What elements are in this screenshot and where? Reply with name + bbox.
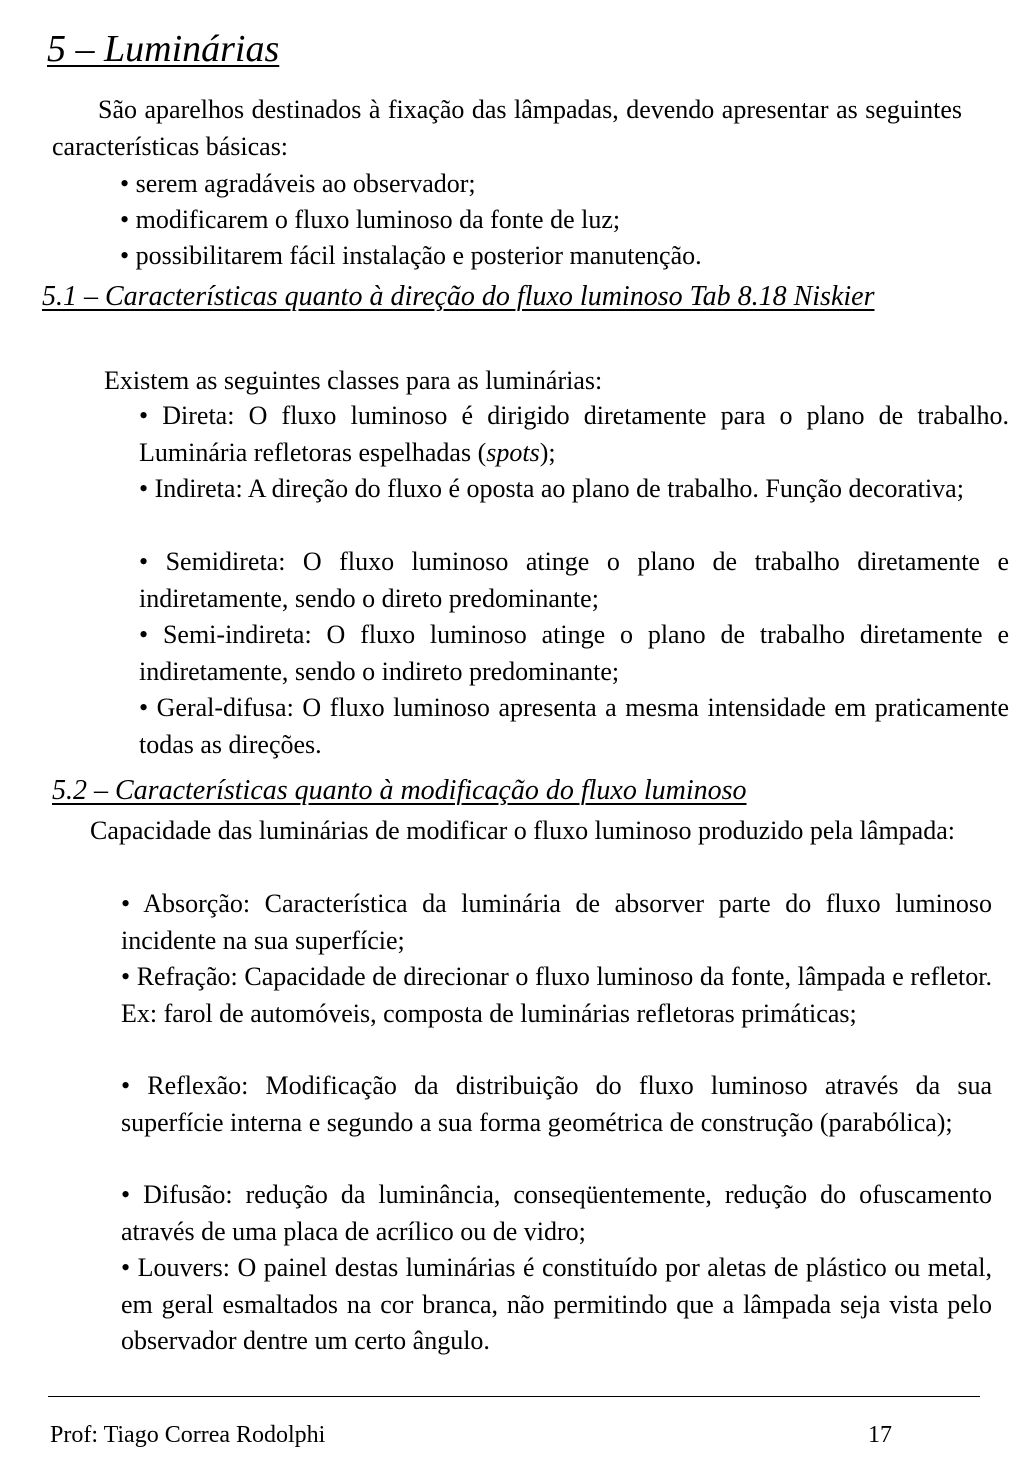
- direction-item-indireta: • Indireta: A direção do fluxo é oposta ao plano de trabalho. Função decorativa;: [139, 474, 964, 503]
- page-title: 5 – Luminárias: [47, 28, 280, 70]
- section-2-lead: Capacidade das luminárias de modificar o fluxo luminoso produzido pela lâmpada:: [90, 816, 955, 845]
- section-heading-5-2: 5.2 – Características quanto à modificação do fluxo luminoso: [52, 775, 747, 806]
- intro-paragraph: São aparelhos destinados à fixação das lâmpadas, devendo apresentar as seguintes características básicas:: [52, 95, 962, 161]
- modification-item-reflexao: • Reflexão: Modificação da distribuição do fluxo luminoso através da sua superfície interna e segundo a sua forma geométrica de construção (parabólica);: [121, 1071, 992, 1137]
- intro-bullet: • possibilitarem fácil instalação e posterior manutenção.: [120, 241, 702, 270]
- section-heading-5-1: 5.1 – Características quanto à direção do fluxo luminoso Tab 8.18 Niskier: [42, 281, 875, 312]
- item-text: • Direta: O fluxo luminoso é dirigido diretamente para o plano de trabalho. Luminária refletoras espelhadas (: [139, 401, 1009, 467]
- section-1-lead: Existem as seguintes classes para as luminárias:: [104, 366, 603, 395]
- direction-item-semidireta: • Semidireta: O fluxo luminoso atinge o plano de trabalho diretamente e indiretamente, sendo o direto predominante;: [139, 547, 1009, 613]
- direction-item-direta: [139, 398, 1009, 471]
- intro-bullet: • modificarem o fluxo luminoso da fonte de luz;: [120, 205, 621, 234]
- modification-item-louvers: • Louvers: O painel destas luminárias é constituído por aletas de plástico ou metal, em geral esmaltados na cor branca, não permitindo que a lâmpada seja vista pelo observador dentre um certo ângulo.: [121, 1253, 992, 1355]
- modification-item-refracao: • Refração: Capacidade de direcionar o fluxo luminoso da fonte, lâmpada e refletor. Ex: farol de automóveis, composta de luminárias refletoras primáticas;: [121, 962, 992, 1028]
- page-number: 17: [868, 1422, 892, 1448]
- footer-author: Prof: Tiago Correa Rodolphi: [50, 1422, 326, 1448]
- item-italic: spots: [486, 437, 540, 467]
- intro-bullet: • serem agradáveis ao observador;: [120, 169, 476, 198]
- direction-item-geral-difusa: • Geral-difusa: O fluxo luminoso apresenta a mesma intensidade em praticamente todas as direções.: [139, 693, 1009, 759]
- item-text: );: [539, 437, 556, 467]
- modification-item-difusao: • Difusão: redução da luminância, conseqüentemente, redução do ofuscamento através de uma placa de acrílico ou de vidro;: [121, 1180, 992, 1246]
- footer-divider: [48, 1396, 980, 1397]
- direction-item-semi-indireta: • Semi-indireta: O fluxo luminoso atinge o plano de trabalho diretamente e indiretamente, sendo o indireto predominante;: [139, 620, 1009, 686]
- modification-item-absorcao: • Absorção: Característica da luminária de absorver parte do fluxo luminoso incidente na sua superfície;: [121, 889, 992, 955]
